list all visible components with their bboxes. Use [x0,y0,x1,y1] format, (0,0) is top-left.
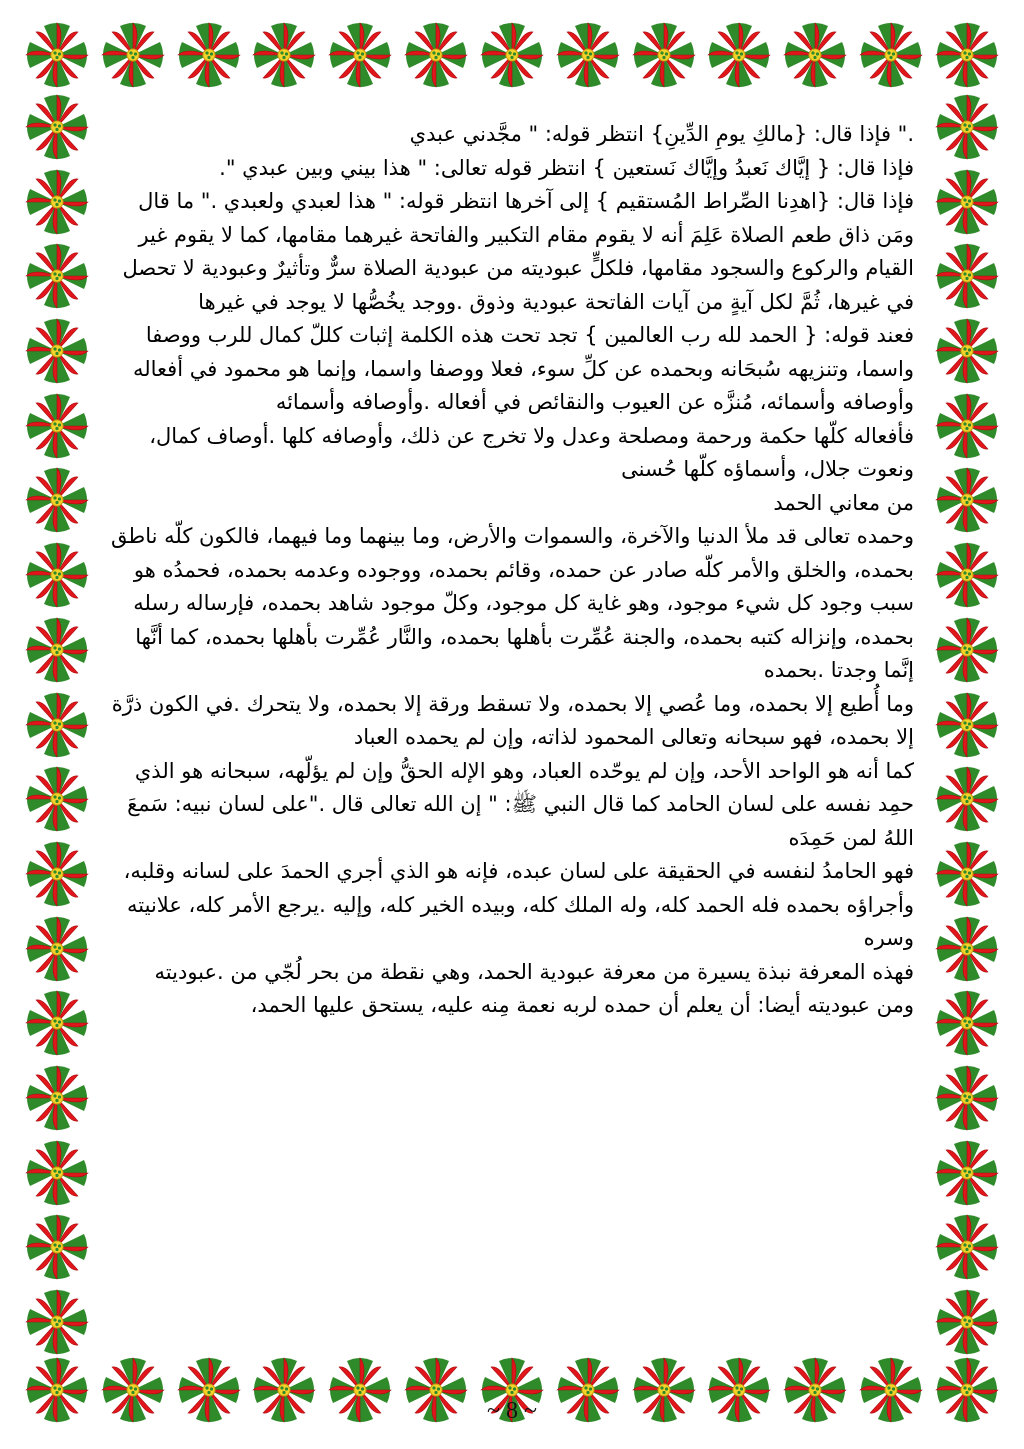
section-heading: من معاني الحمد [773,490,914,515]
poinsettia-icon [932,20,1002,90]
poinsettia-icon [932,914,1002,984]
page-number: ~ 8 ~ [487,1398,537,1424]
poinsettia-icon [22,241,92,311]
poinsettia-icon [22,690,92,760]
paragraph: فهو الحامدُ لنفسه في الحقيقة على لسان عبده، فإنه هو الذي أجري الحمدَ على لسانه وقلبه، وأجراؤه بحمده فله الحمد كله، وله الملك كله، وبيده الخير كله، وإليه .يرجع الأمر كله، علانيته وسره [123,859,914,950]
poinsettia-icon [932,764,1002,834]
poinsettia-icon [249,20,319,90]
paragraph: كما أنه هو الواحد الأحد، وإن لم يوحّده العباد، وهو الإله الحقُّ وإن لم يؤلّهه، سبحانه هو الذي حمِد نفسه على لسان الحامد كما قال النبي ﷺ: " إن الله تعالى قال ."على لسان نبيه: سَمعَ اللهُ لمن حَمِدَه [127,758,914,850]
poinsettia-icon [174,20,244,90]
body-text [108,118,914,1023]
poinsettia-icon [22,1287,92,1357]
poinsettia-icon [932,839,1002,909]
border-left [22,92,92,1357]
poinsettia-icon [932,988,1002,1058]
poinsettia-icon [22,1138,92,1208]
poinsettia-icon [22,465,92,535]
poinsettia-icon [932,1287,1002,1357]
poinsettia-icon [22,615,92,685]
paragraph: فعند قوله: { الحمد لله رب العالمين } تجد تحت هذه الكلمة إثبات كللّ كمال للرب ووصفا واسما، وتنزيهه سُبحَانه وبحمده عن كلِّ سوء، فعلا ووصفا واسما، وإنما هو محمود في أفعاله وأوصافه وأسمائه، مُنزَّه عن العيوب والنقائص في أفعاله .وأوصافه وأسمائه [133,323,914,414]
poinsettia-icon [932,391,1002,461]
paragraph: ومن عبوديته أيضا: أن يعلم أن حمده لربه نعمة مِنه عليه، يستحق عليها الحمد، [250,993,914,1017]
poinsettia-icon [22,839,92,909]
poinsettia-icon [932,465,1002,535]
poinsettia-icon [22,316,92,386]
poinsettia-icon [325,20,395,90]
poinsettia-icon [932,1212,1002,1282]
poinsettia-icon [932,615,1002,685]
poinsettia-icon [932,92,1002,162]
poinsettia-icon [704,20,774,90]
border-right [932,92,1002,1357]
poinsettia-icon [780,20,850,90]
poinsettia-icon [477,20,547,90]
poinsettia-icon [22,764,92,834]
paragraph: ومَن ذاق طعم الصلاة عَلِمَ أنه لا يقوم مقام التكبير والفاتحة غيرهما مقامها، كما لا يقوم غير القيام والركوع والسجود مقامها، فلكلٍّ عبوديته من عبودية الصلاة سرٌّ وتأثيرٌ وعبودية لا تحصل في غيرها، ثُمَّ لكل آيةٍ من آيات الفاتحة عبودية وذوق .ووجد يخُصُّها لا يوجد في غيرها [122,222,914,314]
paragraph: فأفعاله كلّها حكمة ورحمة ومصلحة وعدل ولا تخرج عن ذلك، وأوصافه كلها .أوصاف كمال، ونعوت جلال، وأسماؤه كلّها حُسنى [149,423,914,481]
poinsettia-icon [932,1138,1002,1208]
poinsettia-icon [856,20,926,90]
poinsettia-icon [932,1063,1002,1133]
poinsettia-icon [932,316,1002,386]
poinsettia-icon [98,20,168,90]
poinsettia-icon [22,20,92,90]
poinsettia-icon [22,914,92,984]
paragraph: فإذا قال: {اهدِنا الصِّراط المُستقيم } إلى آخرها انتظر قوله: " هذا لعبدي ولعبدي ." ما قال [138,189,914,213]
paragraph: فهذه المعرفة نبذة يسيرة من معرفة عبودية الحمد، وهي نقطة من بحر لُجّي من .عبوديته [154,959,914,984]
poinsettia-icon [22,540,92,610]
paragraph: وما أُطيع إلا بحمده، وما عُصي إلا بحمده، ولا تسقط ورقة إلا بحمده، ولا يتحرك .في الكون ذرَّة إلا بحمده، فهو سبحانه وتعالى المحمود لذاته، وإن لم يحمده العباد [111,691,914,749]
border-top [22,20,1002,96]
poinsettia-icon [932,690,1002,760]
poinsettia-icon [22,391,92,461]
poinsettia-icon [932,167,1002,237]
poinsettia-icon [932,540,1002,610]
paragraph: فإذا قال: { إيَّاك نَعبدُ وإيَّاك نَستعين } انتظر قوله تعالى: " هذا بيني وبين عبدي ". [219,155,914,180]
poinsettia-icon [629,20,699,90]
poinsettia-icon [22,1212,92,1282]
poinsettia-icon [22,92,92,162]
poinsettia-icon [932,241,1002,311]
poinsettia-icon [401,20,471,90]
poinsettia-icon [22,1063,92,1133]
paragraph: وحمده تعالى قد ملأ الدنيا والآخرة، والسموات والأرض، وما بينهما وما فيهما، فالكون كلّه ناطق بحمده، والخلق والأمر كلّه صادر عن حمده، وقائم بحمده، ووجوده وعدمه بحمده، فحمدُه هو سبب وجود كل شيء موجود، وهو غاية كل موجود، وكلّ موجود شاهد بحمده، فإرساله رسله بحمده، وإنزاله كتبه بحمده، والجنة عُمِّرت بأهلها بحمده، والنَّار عُمِّرت بأهلها بحمده، كما أنَّها إنَّما وجدتا .بحمده [110,524,914,682]
poinsettia-icon [553,20,623,90]
paragraph: ." فإذا قال: {مالكِ يومِ الدِّينِ} انتظر قوله: " مجَّدني عبدي [409,122,914,146]
poinsettia-icon [22,988,92,1058]
poinsettia-icon [22,167,92,237]
